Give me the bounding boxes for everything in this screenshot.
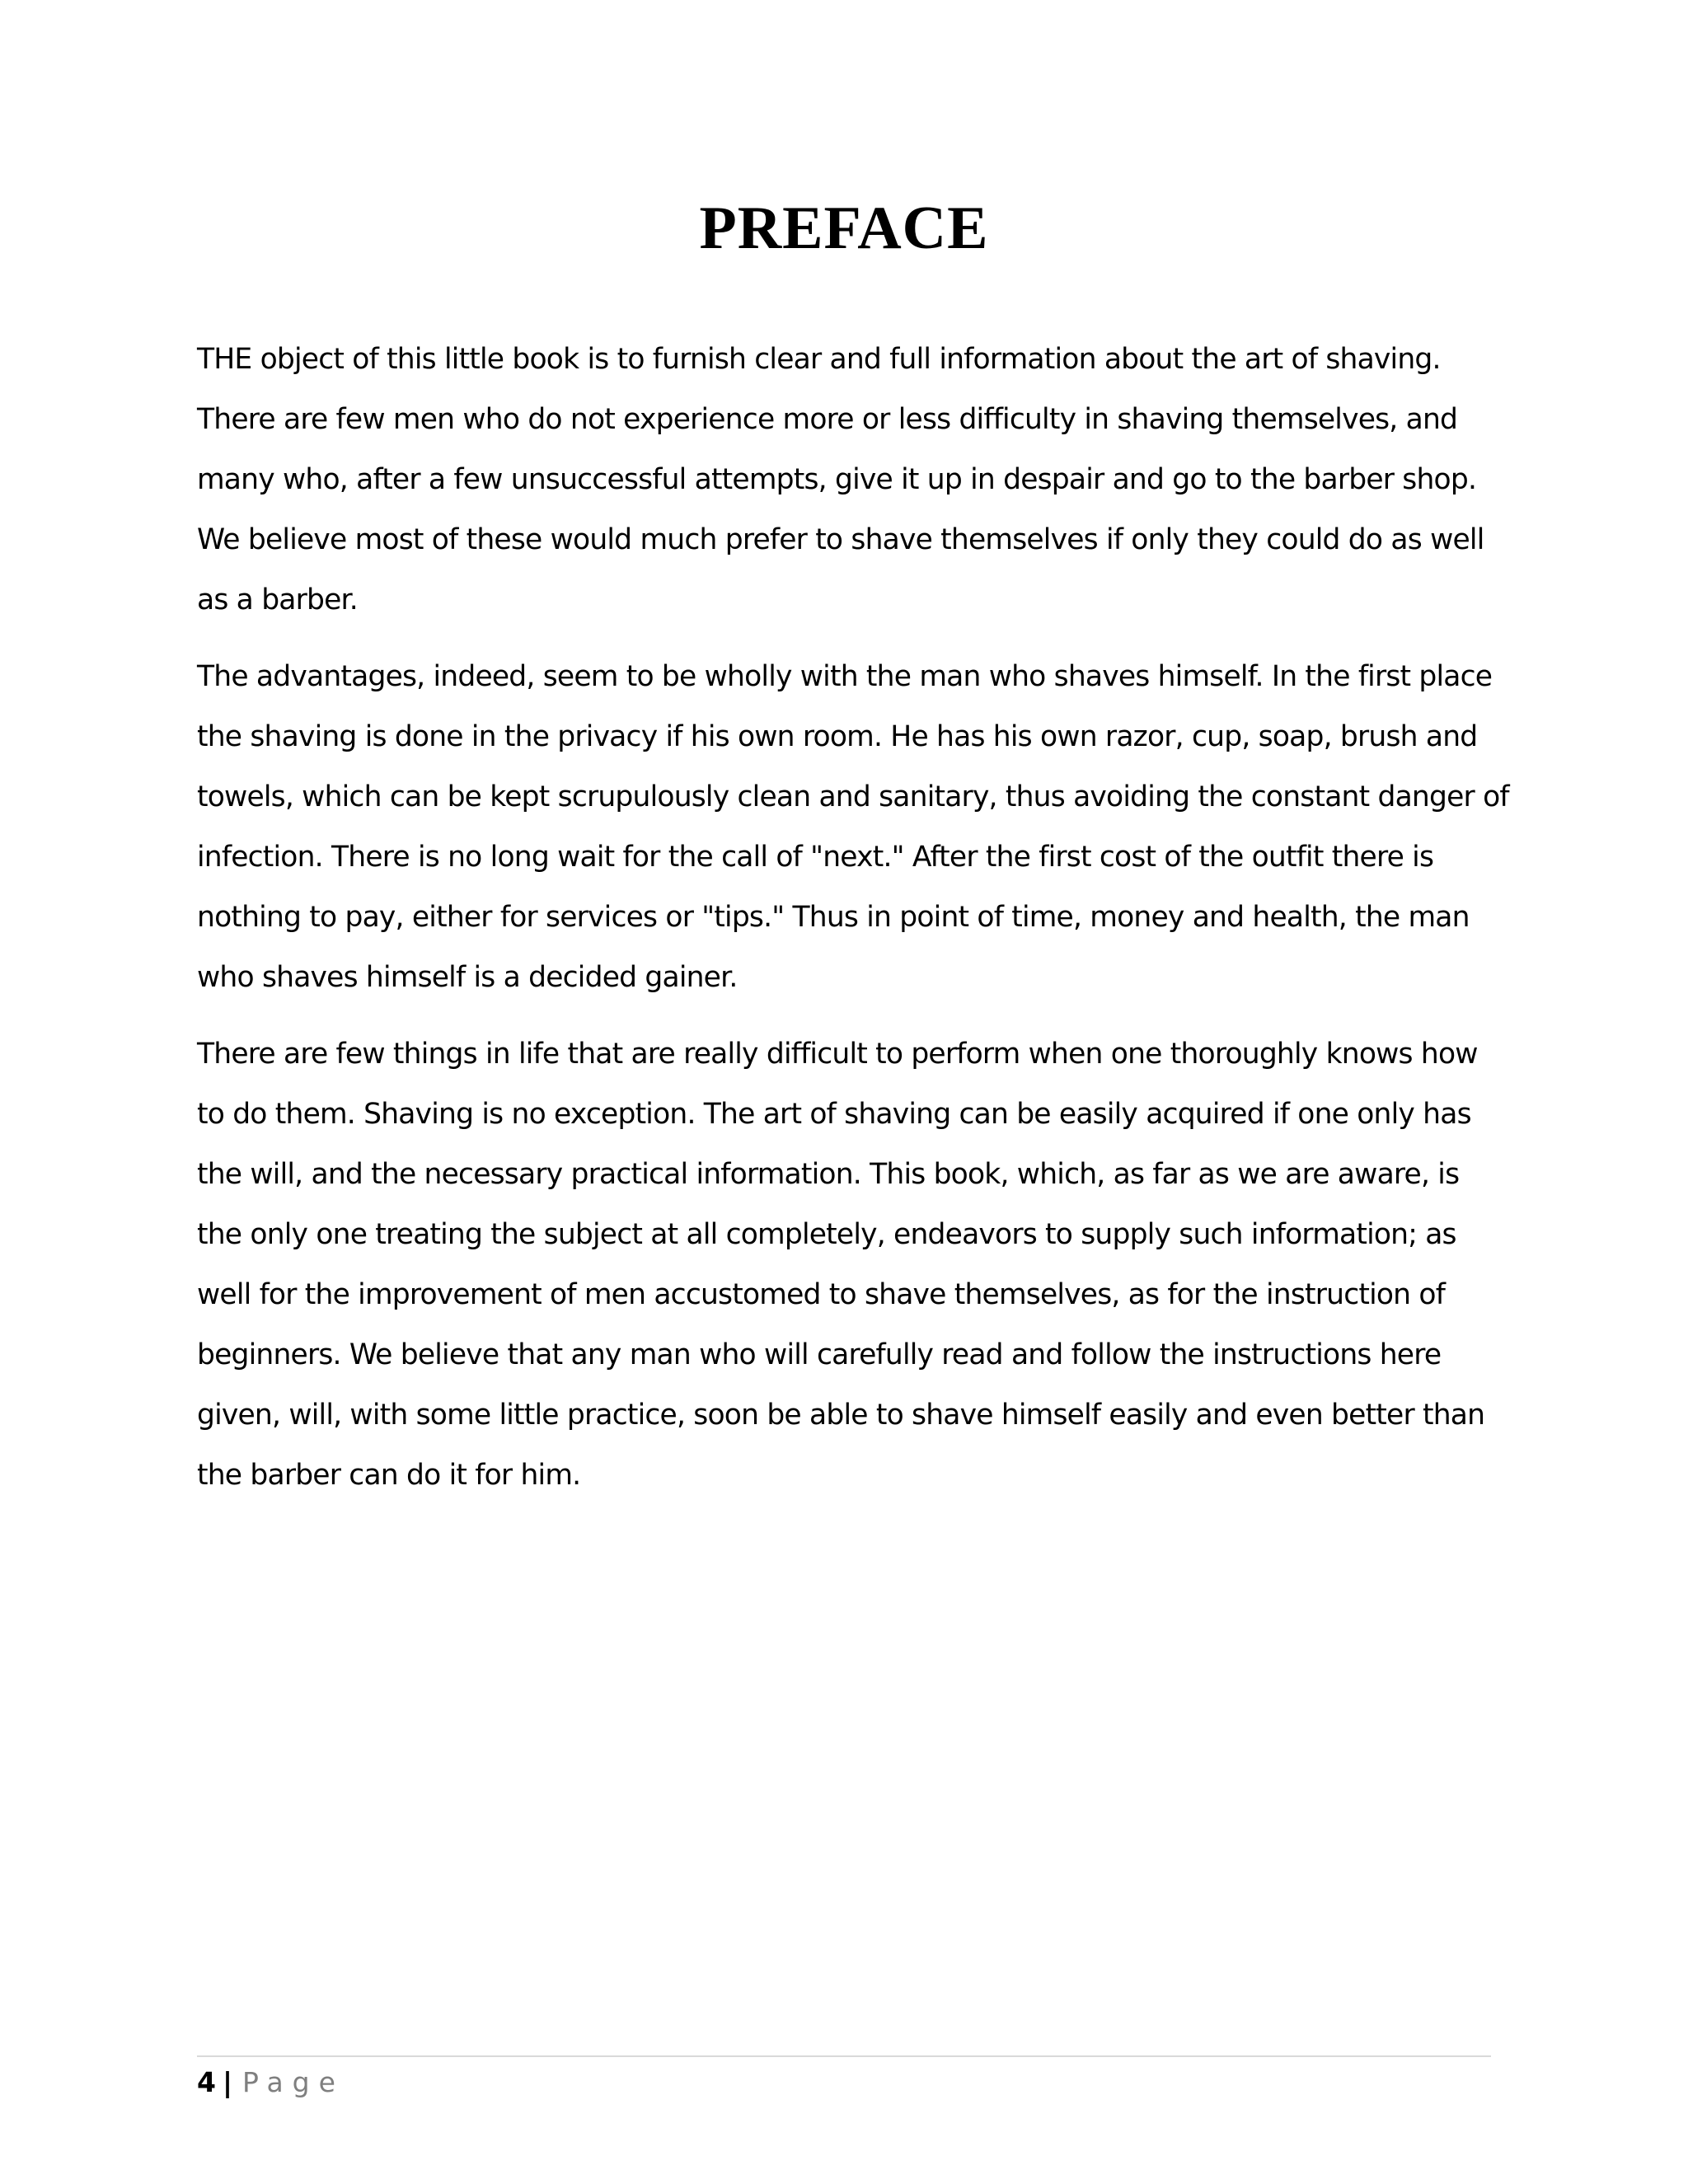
paragraph-1 xyxy=(197,330,1491,630)
footer-divider xyxy=(197,2055,1491,2057)
text-line: nothing to pay, either for services or "tips." Thus in point of time, money and health, the man xyxy=(197,901,1470,934)
text-line: who shaves himself is a decided gainer. xyxy=(197,961,738,994)
text-line: THE object of this little book is to furnish clear and full information about the art of shaving. xyxy=(197,343,1441,376)
text-line: as a barber. xyxy=(197,583,358,616)
page-separator: | xyxy=(222,2066,233,2098)
page-number: 4 xyxy=(197,2066,216,2098)
page-label: Page xyxy=(242,2066,345,2098)
page-footer xyxy=(197,2064,345,2101)
paragraph-2 xyxy=(197,647,1509,1008)
text-line: many who, after a few unsuccessful attempts, give it up in despair and go to the barber shop. xyxy=(197,463,1477,496)
text-line: There are few men who do not experience more or less difficulty in shaving themselves, and xyxy=(197,403,1458,436)
text-line: given, will, with some little practice, soon be able to shave himself easily and even better than xyxy=(197,1399,1485,1432)
body-text xyxy=(197,330,1509,1522)
text-line: We believe most of these would much prefer to shave themselves if only they could do as well xyxy=(197,523,1484,556)
text-line: towels, which can be kept scrupulously clean and sanitary, thus avoiding the constant danger of xyxy=(197,780,1509,813)
text-line: the barber can do it for him. xyxy=(197,1459,581,1492)
text-line: well for the improvement of men accustomed to shave themselves, as for the instruction of xyxy=(197,1278,1446,1311)
text-line: to do them. Shaving is no exception. The art of shaving can be easily acquired if one only has xyxy=(197,1098,1471,1131)
text-line: the will, and the necessary practical information. This book, which, as far as we are aware, is xyxy=(197,1158,1460,1191)
text-line: the shaving is done in the privacy if his own room. He has his own razor, cup, soap, brush and xyxy=(197,720,1478,753)
paragraph-3 xyxy=(197,1024,1491,1506)
text-line: The advantages, indeed, seem to be wholly with the man who shaves himself. In the first place xyxy=(197,660,1493,693)
page-title: PREFACE xyxy=(699,194,989,262)
text-line: There are few things in life that are really difficult to perform when one thoroughly knows how xyxy=(197,1038,1478,1071)
text-line: the only one treating the subject at all completely, endeavors to supply such information; as xyxy=(197,1218,1456,1251)
text-line: beginners. We believe that any man who will carefully read and follow the instructions here xyxy=(197,1338,1442,1371)
text-line: infection. There is no long wait for the call of "next." After the first cost of the outfit there is xyxy=(197,841,1434,874)
